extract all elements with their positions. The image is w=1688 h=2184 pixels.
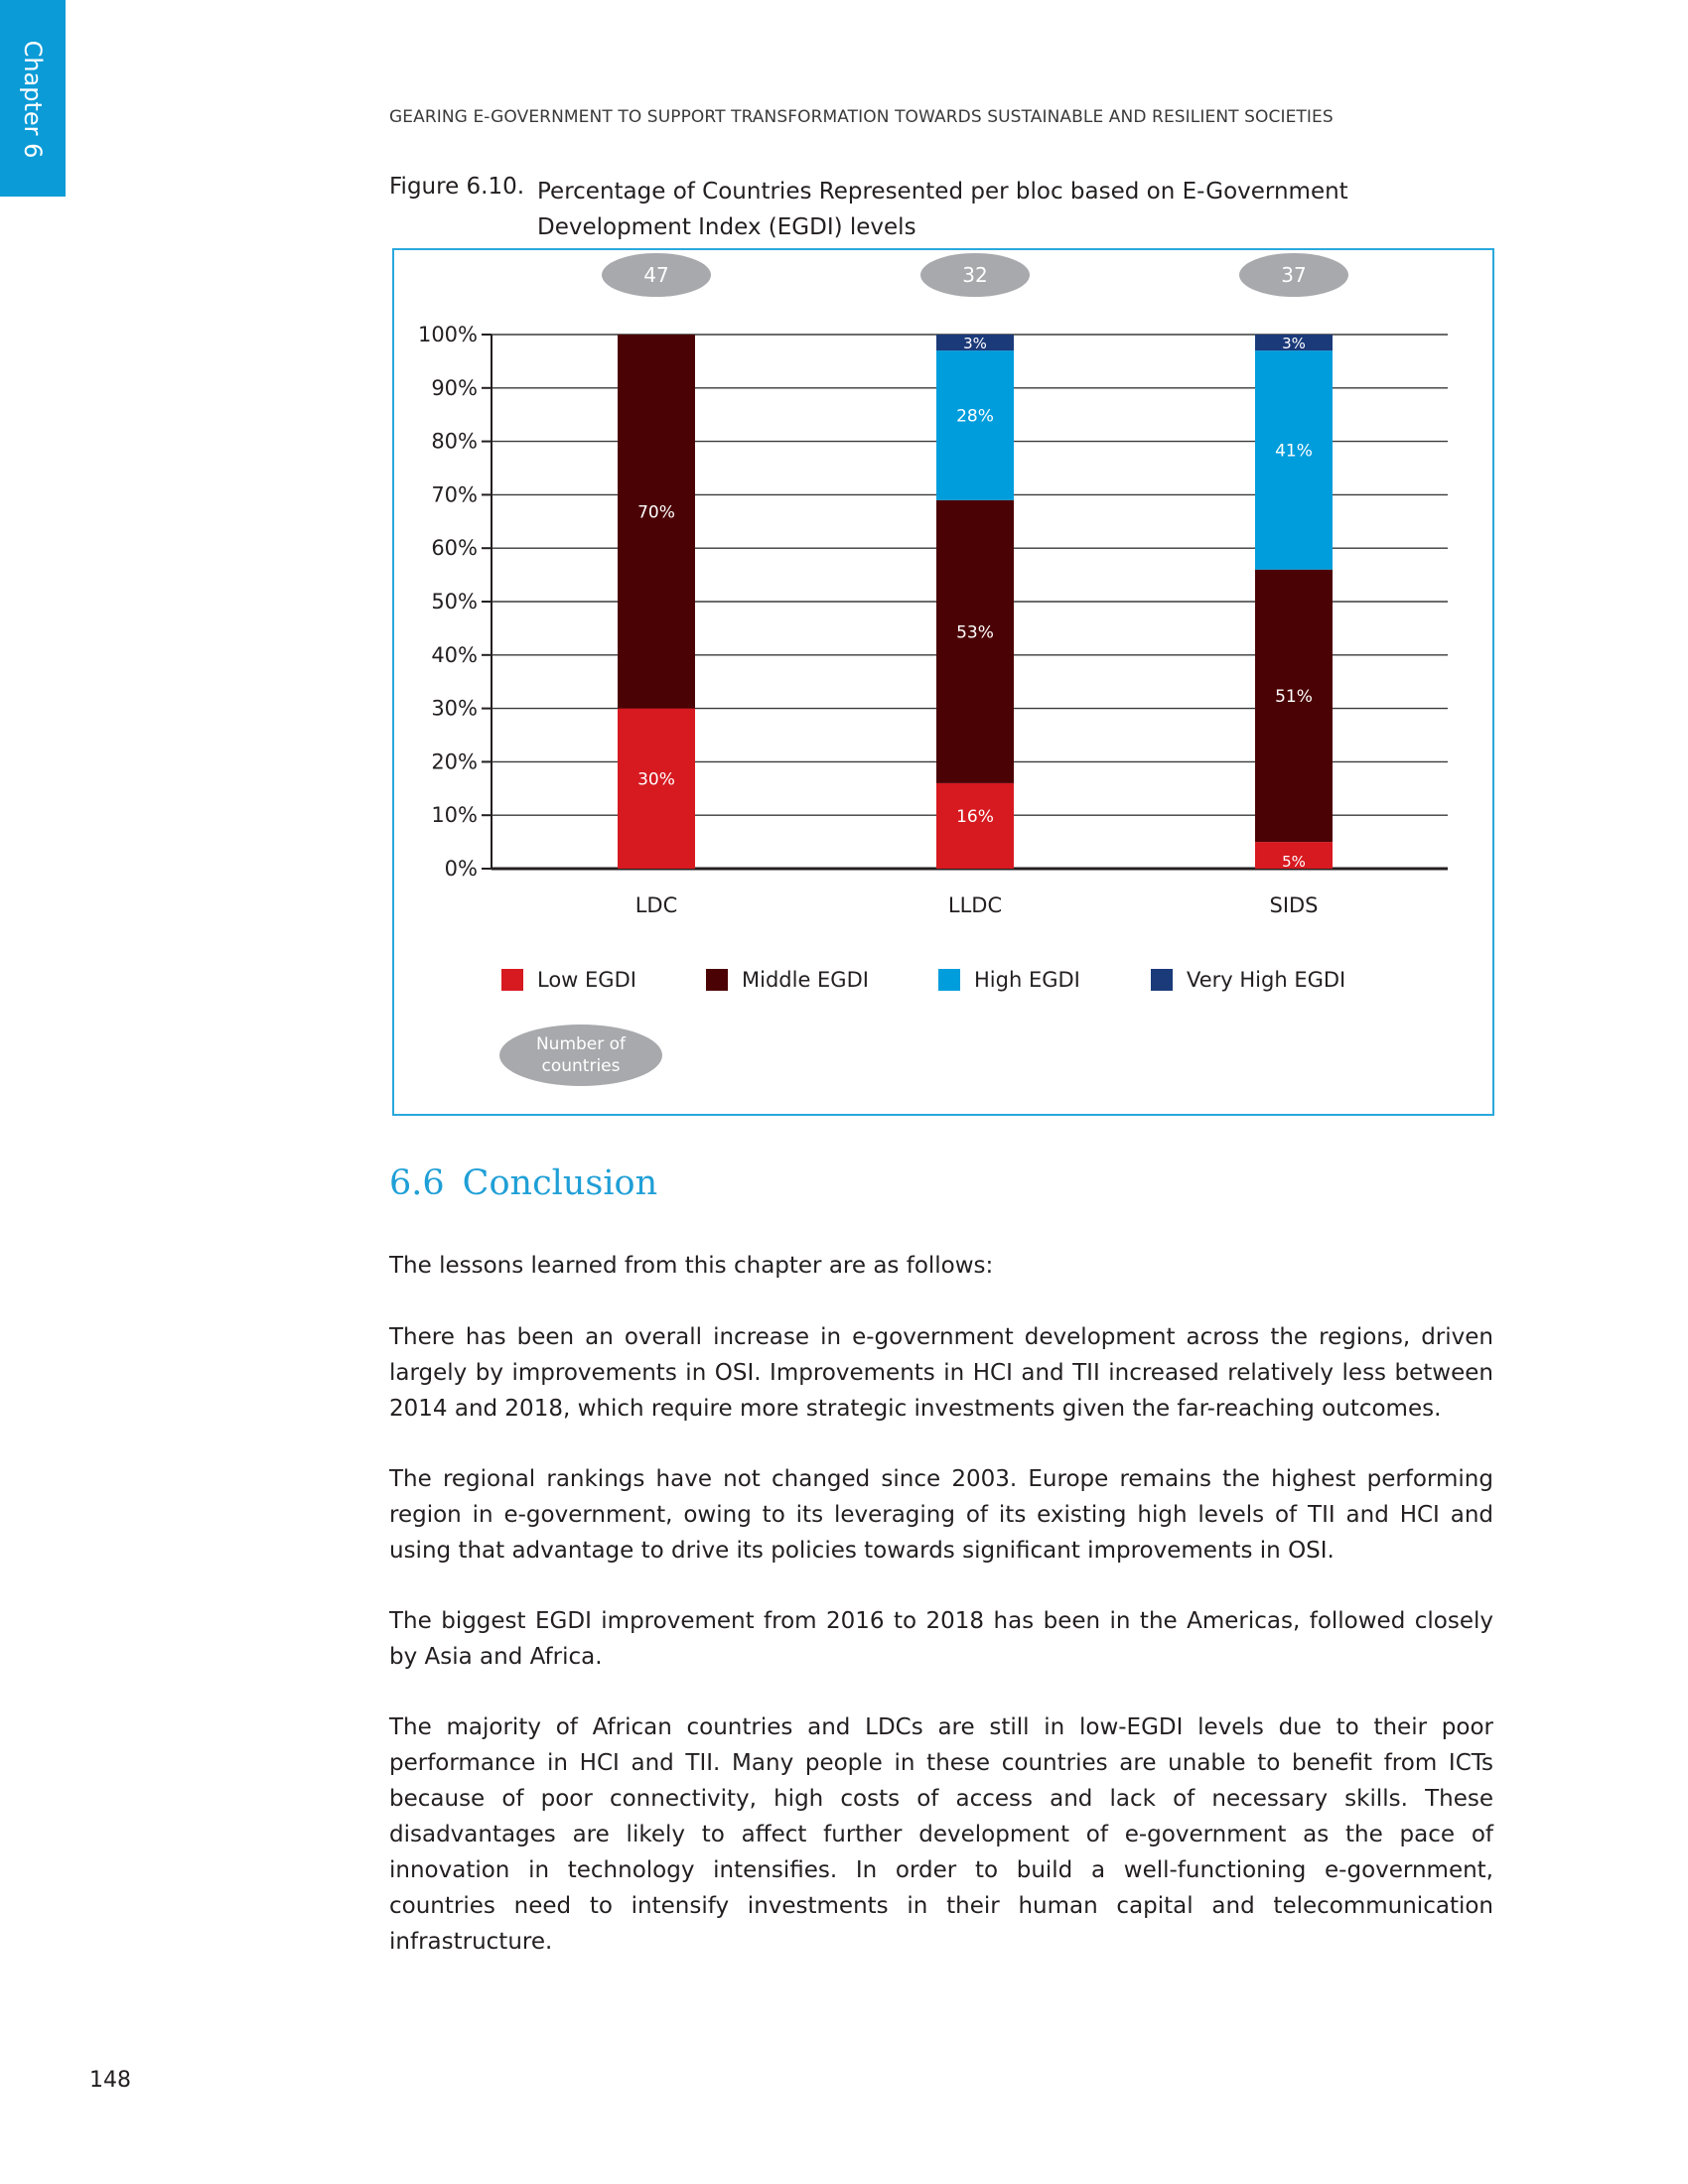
data-label-lldc-middle-egdi: 53% [956, 622, 994, 643]
section-number: 6.6 [389, 1163, 445, 1203]
data-label-sids-high-egdi: 41% [1275, 441, 1313, 462]
data-label-ldc-low-egdi: 30% [637, 769, 675, 790]
legend-swatch-high-egdi [938, 969, 960, 991]
figure-title: Percentage of Countries Represented per bloc based on E-Government Development Index (EGDI) levels [537, 179, 1348, 240]
x-tick-label-lldc: LLDC [947, 893, 1003, 917]
legend-item-low-egdi [501, 963, 636, 997]
legend-item-middle-egdi [706, 963, 869, 997]
legend-swatch-middle-egdi [706, 969, 728, 991]
y-tick-label: 80% [431, 429, 478, 454]
y-tick-label: 90% [431, 375, 478, 400]
chapter-tab-label: Chapter 6 [19, 40, 47, 159]
legend-item-very-high-egdi [1151, 963, 1345, 997]
data-label-sids-middle-egdi: 51% [1275, 686, 1313, 707]
y-tick-label: 50% [431, 590, 478, 614]
y-tick-label: 60% [431, 536, 478, 561]
legend-label-high-egdi: High EGDI [974, 968, 1080, 992]
running-header: GEARING E-GOVERNMENT TO SUPPORT TRANSFORMATION TOWARDS SUSTAINABLE AND RESILIENT SOCIETIES [389, 107, 1334, 127]
y-tick-label: 20% [431, 750, 478, 774]
data-label-ldc-middle-egdi: 70% [637, 502, 675, 523]
data-label-sids-low-egdi: 5% [1282, 853, 1306, 871]
paragraph-egdi-improvement: The biggest EGDI improvement from 2016 to 2018 has been in the Americas, followed closely by Asia and Africa. [389, 1608, 1493, 1670]
count-label-ldc: 47 [643, 263, 669, 287]
legend-swatch-very-high-egdi [1151, 969, 1173, 991]
paragraph-egov-increase: There has been an overall increase in e-government development across the regions, driven largely by improvements in OSI. Improvements in HCI and TII increased relatively less between 2014 and 2018, which require more strategic investments given the far-reaching outcomes. [389, 1324, 1493, 1422]
chart-legend [501, 963, 1395, 997]
section-title: Conclusion [462, 1163, 658, 1203]
y-tick-label: 30% [431, 696, 478, 721]
legend-label-very-high-egdi: Very High EGDI [1187, 968, 1346, 992]
paragraph-african-ldcs: The majority of African countries and LDCs are still in low-EGDI levels due to their poor performance in HCI and TII. Many people in these countries are unable to benefit from ICTs because of poor connectivity, high costs of access and lack of necessary skills. These disadvantages are likely to affect further development of e-government as the pace of innovation in technology intensifies. In order to build a well-functioning e-government, countries need to intensify investments in their human capital and telecommunication infrastructure. [389, 1714, 1493, 1955]
data-label-lldc-high-egdi: 28% [956, 406, 994, 427]
x-tick-label-sids: SIDS [1269, 893, 1319, 917]
y-tick-label: 70% [431, 482, 478, 507]
y-tick-label: 0% [444, 857, 478, 881]
legend-label-low-egdi: Low EGDI [537, 968, 636, 992]
x-tick-label-ldc: LDC [634, 893, 678, 917]
y-tick-label: 40% [431, 642, 478, 667]
y-tick-label: 100% [417, 323, 478, 346]
figure-number: Figure 6.10. [389, 174, 525, 200]
legend-label-middle-egdi: Middle EGDI [742, 968, 869, 992]
legend-swatch-low-egdi [501, 969, 523, 991]
number-of-countries-key: Number of countries [499, 1024, 662, 1086]
data-label-lldc-low-egdi: 16% [956, 806, 994, 827]
page-number: 148 [89, 2068, 131, 2093]
count-label-lldc: 32 [962, 263, 988, 287]
data-label-lldc-very-high-egdi: 3% [963, 335, 987, 353]
data-label-sids-very-high-egdi: 3% [1282, 335, 1306, 353]
paragraph-intro: The lessons learned from this chapter are as follows: [389, 1253, 994, 1279]
paragraph-regional-rankings: The regional rankings have not changed since 2003. Europe remains the highest performing region in e-government, owing to its leveraging of its existing high levels of TII and HCI and using that advantage to drive its policies towards significant improvements in OSI. [389, 1466, 1493, 1564]
legend-item-high-egdi [938, 963, 1080, 997]
section-heading [389, 1163, 657, 1203]
y-tick-label: 10% [431, 803, 478, 828]
count-label-sids: 37 [1281, 263, 1307, 287]
